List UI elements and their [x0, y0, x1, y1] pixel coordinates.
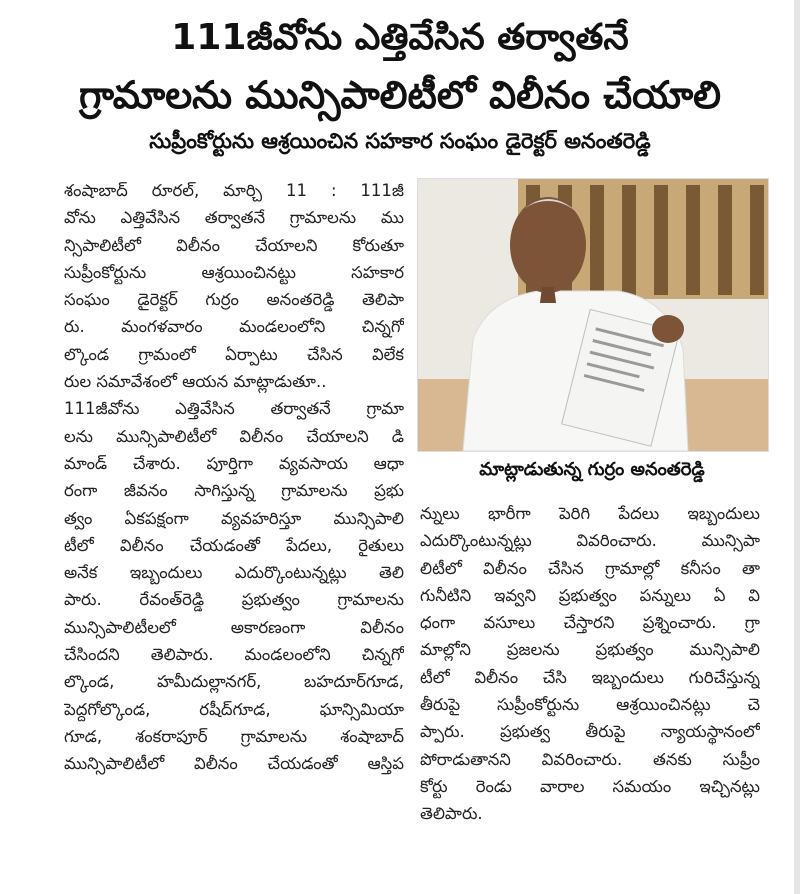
body-line: ల్కొండ గ్రామంలో ఏర్పాటు చేసిన విలేక: [64, 344, 404, 364]
body-line: మున్సిపాలిటీలో విలీనం చేయడంతో ఆస్తిప: [64, 754, 404, 774]
body-line: అనేక ఇబ్బందులు ఎదుర్కొంటున్నట్లు తెలి: [64, 563, 404, 583]
body-line: రుల సమావేశంలో ఆయన మాట్లాడుతూ..: [64, 372, 327, 392]
body-line: రు. మంగళవారం మండలంలోని చిన్నగో: [64, 317, 404, 337]
photo-illustration: [418, 179, 768, 451]
body-line: త్వం ఏకపక్షంగా వ్యవహరిస్తూ మున్సిపాలి: [64, 508, 404, 528]
headline-line-2: గ్రామాలను మున్సిపాలిటీలో విలీనం చేయాలి: [78, 73, 722, 117]
body-line: ధంగా వసూలు చేస్తారని ప్రశ్నించారు. గ్రా: [420, 613, 760, 633]
article-body-right-column: [420, 500, 760, 828]
body-line: టీలో విలీనం చేసి ఇబ్బందులు గురిచేస్తున్న: [420, 667, 760, 687]
subheadline: సుప్రీంకోర్టును ఆశ్రయించిన సహకార సంఘం డైరెక్టర్ అనంతరెడ్డి: [149, 129, 651, 153]
photo-caption: మాట్లాడుతున్న గుర్రం అనంతరెడ్డి: [479, 459, 705, 480]
body-line: ప్పారు. ప్రభుత్వ తీరుపై న్యాయస్థానంలో: [420, 722, 760, 742]
photo-anantha-reddy: [417, 178, 769, 452]
body-line: ఎదుర్కొంటున్నట్లు వివరించారు. మున్సిపా: [420, 531, 760, 551]
page-edge-shadow: [794, 0, 800, 894]
body-line: పెద్దగోల్కొండ, రషీద్‌గూడ, ఘాన్సిమియా: [64, 699, 404, 719]
body-line: రంగా జీవనం సాగిస్తున్న గ్రామాలను ప్రభు: [64, 481, 404, 501]
body-line: వోను ఎత్తివేసిన తర్వాతనే గ్రామాలను ము: [64, 208, 404, 228]
body-line: గూడ, శంకరాపూర్ గ్రామాలను శంషాబాద్: [64, 726, 404, 746]
body-line: గునీటిని ఇవ్వని ప్రభుత్వం పన్నులు ఏ వి: [420, 585, 760, 605]
body-line: పోరాడుతానని వివరించారు. తనకు సుప్రీం: [420, 749, 760, 769]
body-line: టీలో విలీనం చేయడంతో పేదలు, రైతులు: [64, 535, 404, 555]
body-line: మున్సిపాలిటీలలో అకారణంగా విలీనం: [64, 617, 404, 637]
body-line: తీరుపై సుప్రీంకోర్టును ఆశ్రయించినట్లు చె: [420, 695, 760, 715]
body-line: మాండ్ చేశారు. పూర్తిగా వ్యవసాయ ఆధా: [64, 453, 404, 473]
article-body-left-column: [64, 177, 404, 778]
body-line: ల్కొండ, హమీదుల్లానగర్, బహదూర్‌గూడ,: [64, 672, 404, 692]
body-line: లిటీలో విలీనం చేసిన గ్రామాల్లో కనీసం తా: [420, 558, 760, 578]
body-line: న్నులు భారీగా పెరిగి పేదలు ఇబ్బందులు: [420, 504, 760, 523]
body-line: పారు. రేవంత్‌రెడ్డి ప్రభుత్వం గ్రామాలను: [64, 590, 404, 610]
body-line: శంషాబాద్ రూరల్, మార్చి 11 : 111జీ: [64, 181, 404, 200]
body-line: మాల్లోని ప్రజలను ప్రభుత్వం మున్సిపాలి: [420, 640, 760, 660]
body-line: సంఘం డైరెక్టర్ గుర్రం అనంతరెడ్డి తెలిపా: [64, 290, 404, 310]
body-line: తెలిపారు.: [420, 804, 483, 824]
body-line: న్సిపాలిటీలో విలీనం చేయాలని కోరుతూ: [64, 235, 404, 255]
body-line: లను మున్సిపాలిటీలో విలీనం చేయాలని డి: [64, 426, 404, 446]
headline-line-1: 111జీవోను ఎత్తివేసిన తర్వాతనే: [171, 17, 629, 58]
body-line: చేసిందని తెలిపారు. మండలంలోని చిన్నగో: [64, 645, 404, 665]
body-line: 111జీవోను ఎత్తివేసిన తర్వాతనే గ్రామా: [64, 399, 404, 419]
body-line: సుప్రీంకోర్టును ఆశ్రయించినట్టు సహకార: [64, 262, 404, 282]
body-line: కోర్టు రెండు వారాల సమయం ఇచ్చినట్లు: [420, 776, 760, 796]
